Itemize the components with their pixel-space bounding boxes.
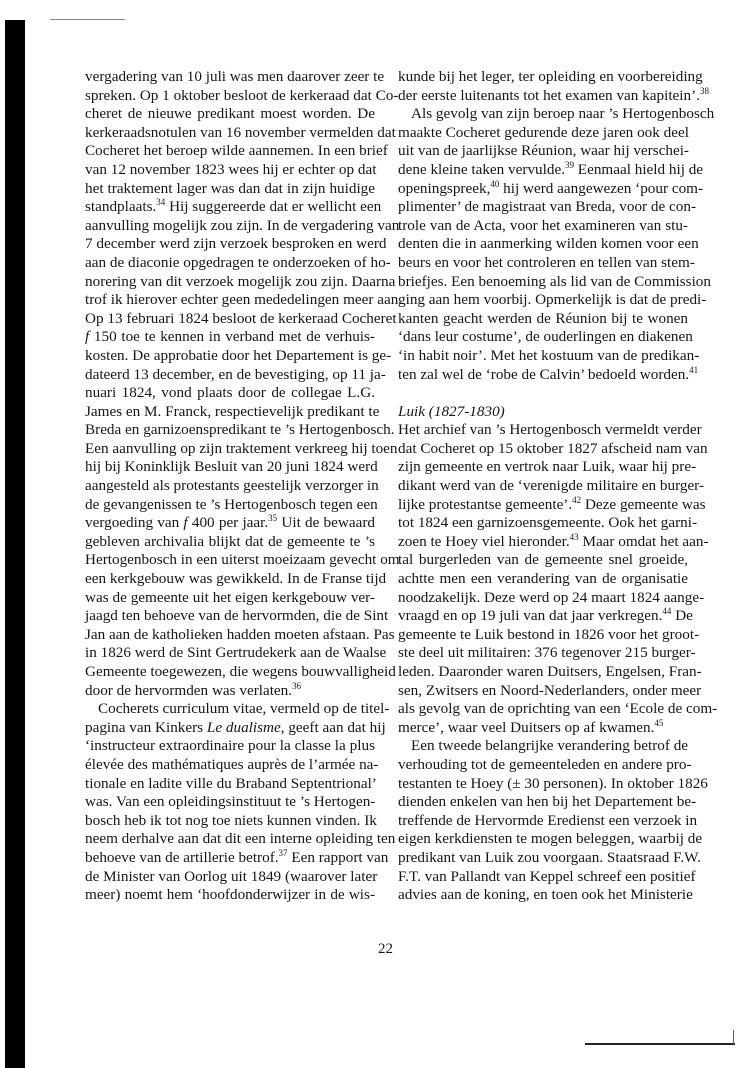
text-line: 7 december werd zijn verzoek besproken en werd [85, 235, 387, 253]
text-line: f 150 toe te kennen in verband met de verhuis- [85, 328, 375, 346]
footnote-ref: 37 [278, 847, 288, 858]
text-line: ten zal wel de ‘robe de Calvin’ bedoeld worden.$^{41}$ [398, 364, 699, 383]
text-line: dikant werd van de ‘verenigde militaire en burger- [398, 477, 704, 495]
text-line: cheret de nieuwe predikant moest worden. De [85, 105, 375, 123]
text-line: leden. Daaronder waren Duitsers, Engelsen, Fran- [398, 663, 702, 680]
text-line: eigen kerkdiensten te mogen beleggen, waarbij de [398, 830, 703, 848]
text-line: neem derhalve aan dat dit een interne opleiding ten [85, 830, 396, 848]
right-column [398, 68, 718, 905]
text-line: denten die in aanmerking wilden komen voor een [398, 235, 699, 253]
text-line: tot 1824 een garnizoensgemeente. Ook het garni- [398, 514, 698, 532]
text-line: predikant van Luik zou voorgaan. Staatsraad F.W. [398, 848, 701, 866]
footnote-ref: 41 [689, 364, 699, 375]
text-line: spreken. Op 1 oktober besloot de kerkeraad dat Co- [85, 86, 399, 104]
italic-text: f [85, 328, 90, 346]
text-line: kosten. De approbatie door het Departement is ge- [85, 346, 392, 364]
text-line: Hertogenbosch in een uiterst moeizaam gevecht om [85, 551, 400, 569]
bottom-tick [733, 1030, 734, 1044]
text-line: dene kleine taken vervulde.$^{39}$ Eenmaal hield hij de [398, 159, 704, 178]
footnote-ref: 34 [156, 197, 166, 208]
text-line: lijke protestantse gemeente’.$^{42}$ Deze gemeente was [398, 494, 706, 513]
text-line: aanvulling mogelijk zou zijn. In de vergadering van [85, 216, 400, 234]
text-line: jaagd ten behoeve van de hervormden, die de Sint [85, 607, 389, 625]
text-line: noodzakelijk. Deze werd op 24 maart 1824 aange- [398, 588, 705, 606]
text-line: in 1826 werd de Sint Gertrudekerk aan de Waalse [85, 644, 387, 662]
text-line: vergadering van 10 juli was men daarover zeer te [85, 68, 385, 85]
text-line: behoeve van de artillerie betrof.$^{37}$ Een rapport van [85, 847, 389, 866]
text-line: dienden enkelen van hen bij het Departement be- [398, 793, 697, 811]
text-line: Jan aan de katholieken hadden moeten afstaan. Pas [85, 625, 395, 643]
page-number: 22 [378, 941, 393, 957]
text-line: aan de diaconie opgedragen te onderzoeken of ho- [85, 253, 391, 271]
text-line: Het archief van ’s Hertogenbosch vermeldt verder [398, 421, 702, 439]
footnote-ref: 35 [268, 513, 278, 524]
bottom-rule [585, 1043, 735, 1045]
scan-edge-bar [5, 20, 25, 1068]
footnote-ref: 40 [490, 178, 500, 189]
text-line: ‘in habit noir’. Met het kostuum van de predikan- [398, 346, 700, 364]
italic-text: Le dualisme [206, 718, 281, 736]
text-line: verhouding tot de gemeenteleden en andere pro- [398, 755, 692, 773]
text-line: openingspreek,$^{40}$ hij werd aangewezen ‘pour com- [398, 178, 704, 197]
text-line: James en M. Franck, respectievelijk predikant te [85, 402, 380, 420]
text-line: dat Cocheret op 15 oktober 1827 afscheid nam van [398, 439, 708, 457]
text-line: plimenter’ de magistraat van Breda, voor de con- [398, 198, 697, 216]
text-line [398, 384, 688, 403]
text-line: Een aanvulling op zijn traktement verkreeg hij toen [85, 439, 398, 457]
text-line: Op 13 februari 1824 besloot de kerkeraad Cocheret [85, 309, 397, 327]
text-line: gebleven archivalia blijkt dat de gemeente te ’s [85, 532, 375, 550]
footnote-ref: 43 [569, 531, 579, 542]
text-line: sen, Zwitsers en Noord-Nederlanders, onder meer [398, 681, 702, 699]
text-line: trole van de Acta, voor het examineren van stu- [398, 216, 688, 234]
section-heading: Luik (1827-1830) [398, 402, 505, 420]
text-line: norering van dit verzoek mogelijk zou zijn. Daarna [85, 272, 396, 290]
text-line: Breda en garnizoenspredikant te ’s Hertogenbosch. [85, 421, 395, 439]
text-line: de Minister van Oorlog uit 1849 (waarover later [85, 867, 378, 885]
footnote-ref: 38 [699, 85, 709, 96]
text-line: achtte men een verandering van de organisatie [398, 570, 688, 588]
text-line: treffende de Hervormde Eredienst een verzoek in [398, 811, 698, 829]
text-line: briefjes. Een benoeming als lid van de Commission [398, 272, 711, 290]
italic-text: f [183, 514, 188, 532]
text-line: maakte Cocheret gedurende deze jaren ook deel [398, 123, 689, 141]
text-line: tionale en ladite ville du Braband Septentrional’ [85, 774, 377, 792]
footnote-ref: 36 [292, 680, 302, 691]
text-line: vergoeding van f 400 per jaar.$^{35}$ Uit de bewaard [85, 513, 375, 532]
text-line: ‘dans leur costume’, de ouderlingen en diakenen [398, 328, 693, 346]
text-line: merce’, waar veel Duitsers op af kwamen.$^{45}$ [398, 717, 664, 736]
top-rule [50, 19, 125, 20]
text-line: zijn gemeente en vertrok naar Luik, waar hij pre- [398, 458, 697, 476]
text-line: van 12 november 1823 wees hij er echter op dat [85, 160, 377, 178]
text-line: der eerste luitenants tot het examen van kapitein’.$^{38}$ [398, 85, 709, 104]
text-line: een kerkgebouw was gewikkeld. In de Franse tijd [85, 570, 387, 588]
text-line: bosch heb ik tot nog toe niets kunnen vinden. Ik [85, 811, 377, 829]
text-line: Cocherets curriculum vitae, vermeld op de titel- [98, 700, 390, 718]
text-line: zoen te Hoey viel hieronder.$^{43}$ Maar omdat het aan- [398, 531, 709, 550]
text-line: was de gemeente uit het eigen kerkgebouw ver- [85, 588, 375, 606]
text-line: ging aan hem voorbij. Opmerkelijk is dat de predi- [398, 291, 707, 309]
text-line: het traktement lager was dan dat in zijn huidige [85, 179, 375, 197]
text-line: trof ik hierover echter geen mededelingen meer aan. [85, 291, 403, 309]
text-line: pagina van Kinkers Le dualisme, geeft aan dat hij [85, 718, 386, 736]
text-line: door de hervormden was verlaten.$^{36}$ [85, 680, 302, 699]
text-line: F.T. van Pallandt van Keppel schreef een positief [398, 867, 696, 885]
footnote-ref: 45 [654, 717, 664, 728]
text-line: de gevangenissen te ’s Hertogenbosch tegen een [85, 495, 378, 513]
text-line: vraagd en op 19 juli van dat jaar verkregen.$^{44}$ De [398, 606, 693, 625]
text-line: kerkeraadsnotulen van 16 november vermelden dat [85, 123, 396, 141]
text-line: ‘instructeur extraordinaire pour la classe la plus [85, 737, 375, 755]
text-line: Cocheret het beroep wilde aannemen. In een brief [85, 142, 388, 160]
footnote-ref: 42 [572, 494, 582, 505]
footnote-ref: 44 [662, 606, 672, 617]
text-line: hij bij Koninklijk Besluit van 20 juni 1824 werd [85, 458, 378, 476]
text-line: Een tweede belangrijke verandering betrof de [411, 737, 689, 755]
text-line: dateerd 13 december, en de bevestiging, op 11 ja- [85, 365, 386, 383]
text-line: testanten te Hoey (± 30 personen). In oktober 1826 [398, 774, 708, 792]
text-line: aangesteld als protestants geestelijk verzorger in [85, 477, 379, 495]
text-line: Als gevolg van zijn beroep naar ’s Hertogenbosch [411, 105, 715, 123]
footnote-ref: 39 [565, 159, 574, 170]
text-line: meer) noemt hem ‘hoofdonderwijzer in de wis- [85, 886, 375, 904]
text-line: ste deel uit militairen: 376 tegenover 215 burger- [398, 644, 696, 662]
text-line: élevée des mathématiques auprès de l’armée na- [85, 755, 379, 773]
text-line: uit van de jaarlijkse Réunion, waar hij verschei- [398, 142, 689, 160]
left-column [85, 68, 403, 905]
text-line: Gemeente toegewezen, die wegens bouwvalligheid [85, 663, 396, 680]
text-line: advies aan de koning, en toen ook het Ministerie [398, 886, 693, 904]
text-line: kunde bij het leger, ter opleiding en voorbereiding [398, 68, 703, 85]
text-line: nuari 1824, vond plaats door de collegae L.G. [85, 384, 375, 402]
text-line: gemeente te Luik bestond in 1826 voor het groot- [398, 625, 700, 643]
text-line: was. Van een opleidingsinstituut te ’s Hertogen- [85, 793, 376, 811]
text-line: beurs en voor het controleren en tellen van stem- [398, 253, 695, 271]
text-line: kanten geacht werden de Réunion bij te wonen [398, 309, 688, 327]
text-line: tal burgerleden van de gemeente snel groeide, [398, 551, 688, 569]
text-line: standplaats.$^{34}$ Hij suggereerde dat er wellicht een [85, 197, 382, 216]
text-line: als gevolg van de oprichting van een ‘Ecole de com- [398, 700, 718, 718]
